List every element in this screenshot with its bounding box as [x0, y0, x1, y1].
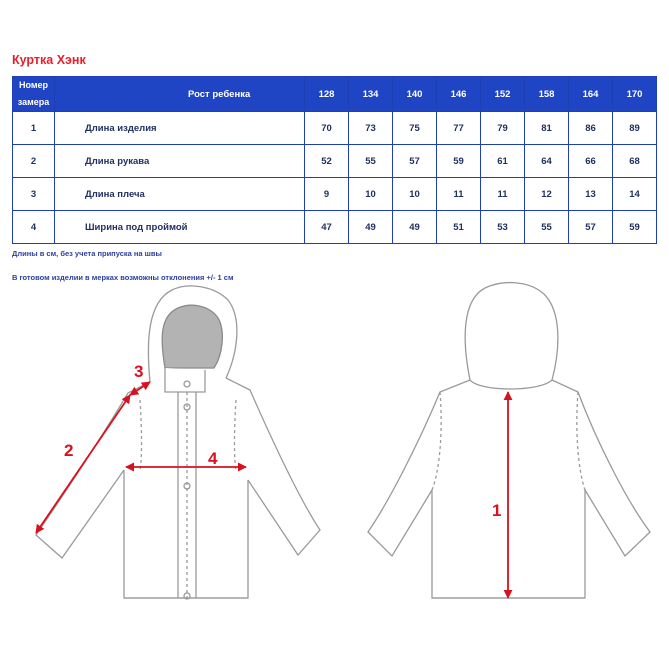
- measure-value: 12: [525, 178, 569, 211]
- measure-label-1: 1: [492, 501, 502, 520]
- measure-value: 86: [569, 112, 613, 145]
- header-size: 158: [525, 77, 569, 112]
- measure-value: 68: [613, 145, 657, 178]
- front-left-sleeve: [36, 382, 150, 558]
- measure-value: 51: [437, 211, 481, 244]
- measure-line-2: [36, 395, 130, 533]
- measure-label-2: 2: [64, 441, 74, 460]
- header-size: 128: [305, 77, 349, 112]
- measure-value: 49: [349, 211, 393, 244]
- measure-label-3: 3: [134, 362, 144, 381]
- measure-value: 75: [393, 112, 437, 145]
- front-hood-lining: [162, 305, 222, 368]
- back-body: [368, 380, 650, 598]
- measure-value: 11: [437, 178, 481, 211]
- measure-value: 57: [569, 211, 613, 244]
- measure-value: 47: [305, 211, 349, 244]
- measure-number: 4: [13, 211, 55, 244]
- measure-label-4: 4: [208, 449, 218, 468]
- measure-number: 2: [13, 145, 55, 178]
- jacket-back-view: [368, 283, 650, 598]
- measure-value: 13: [569, 178, 613, 211]
- measure-value: 79: [481, 112, 525, 145]
- front-collar: [165, 368, 205, 392]
- header-size: 164: [569, 77, 613, 112]
- measure-value: 61: [481, 145, 525, 178]
- measure-line-3: [130, 382, 150, 395]
- header-measure-number-line1: Номер: [18, 80, 49, 90]
- measure-value: 73: [349, 112, 393, 145]
- measure-value: 89: [613, 112, 657, 145]
- measure-label: Длина рукава: [55, 145, 305, 178]
- note-tolerance: В готовом изделии в мерках возможны отклонения +/- 1 см: [12, 273, 234, 282]
- header-measure-number-line2: замера: [17, 97, 50, 107]
- header-size: 140: [393, 77, 437, 112]
- measure-label: Ширина под проймой: [55, 211, 305, 244]
- measure-value: 66: [569, 145, 613, 178]
- measure-value: 81: [525, 112, 569, 145]
- measure-label: Длина плеча: [55, 178, 305, 211]
- measure-value: 49: [393, 211, 437, 244]
- header-size: 146: [437, 77, 481, 112]
- measure-value: 77: [437, 112, 481, 145]
- measure-value: 55: [525, 211, 569, 244]
- measure-value: 64: [525, 145, 569, 178]
- measure-value: 14: [613, 178, 657, 211]
- header-size: 170: [613, 77, 657, 112]
- back-hood: [465, 283, 558, 380]
- jacket-front-view: [36, 286, 320, 599]
- measure-label: Длина изделия: [55, 112, 305, 145]
- measure-value: 59: [437, 145, 481, 178]
- measure-value: 70: [305, 112, 349, 145]
- measure-value: 10: [393, 178, 437, 211]
- note-lengths: Длины в см, без учета припуска на швы: [12, 249, 162, 258]
- measure-value: 11: [481, 178, 525, 211]
- measure-value: 9: [305, 178, 349, 211]
- header-size: 152: [481, 77, 525, 112]
- measure-number: 3: [13, 178, 55, 211]
- header-size: 134: [349, 77, 393, 112]
- measure-value: 52: [305, 145, 349, 178]
- measure-value: 57: [393, 145, 437, 178]
- measure-value: 55: [349, 145, 393, 178]
- header-child-height: Рост ребенка: [55, 77, 305, 112]
- measure-number: 1: [13, 112, 55, 145]
- measure-value: 53: [481, 211, 525, 244]
- measure-value: 10: [349, 178, 393, 211]
- product-title: Куртка Хэнк: [12, 53, 86, 67]
- measure-value: 59: [613, 211, 657, 244]
